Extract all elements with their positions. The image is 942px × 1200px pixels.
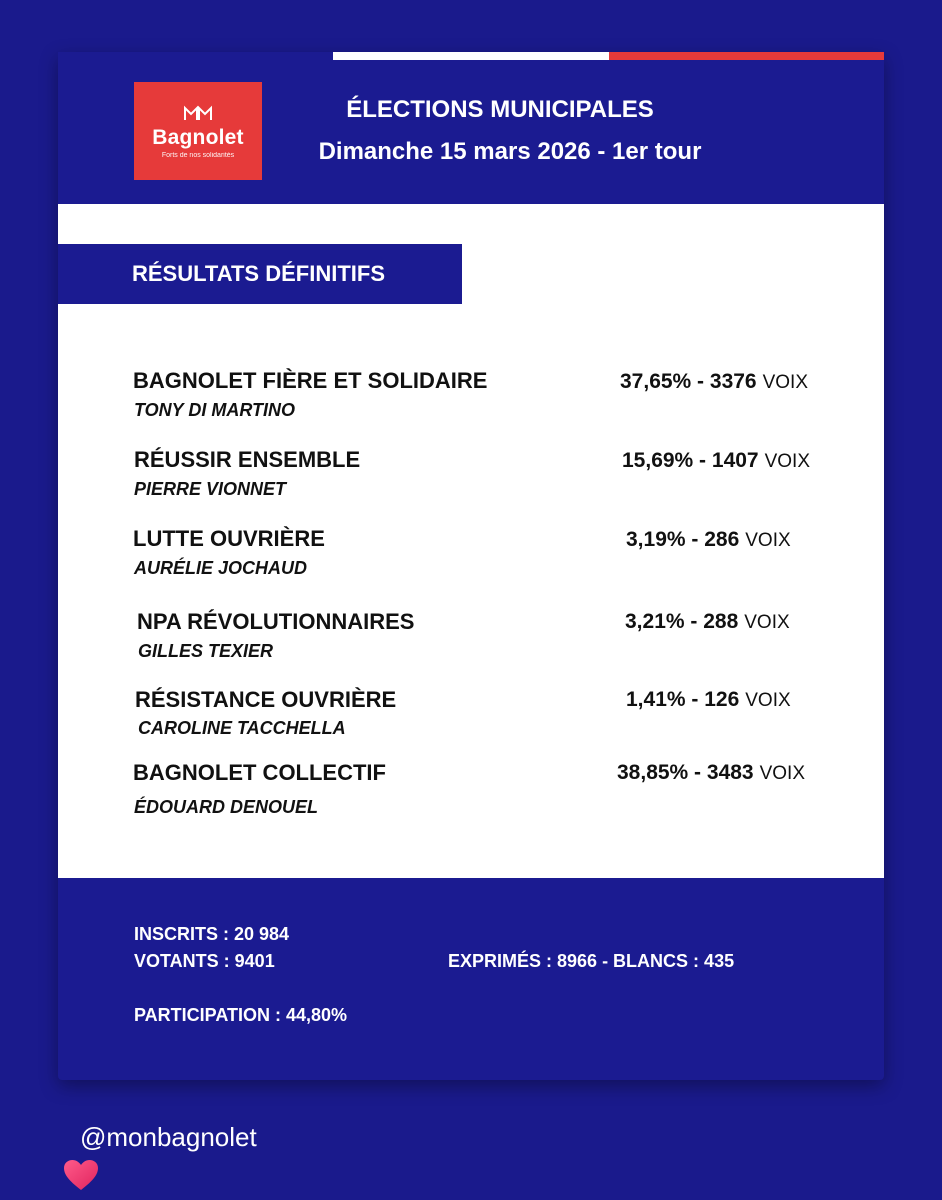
candidate-score: 1,41% - 126 VOIX [626,688,791,711]
candidate-score: 3,19% - 286 VOIX [626,528,791,551]
city-emblem-icon [183,104,213,122]
candidate-leader: AURÉLIE JOCHAUD [134,558,308,578]
candidate-list-name: BAGNOLET COLLECTIF [133,760,386,785]
heart-icon[interactable] [62,1158,100,1192]
candidate-list-name: BAGNOLET FIÈRE ET SOLIDAIRE [133,368,488,393]
logo-tagline: Forts de nos solidarités [161,151,235,159]
candidate-list-name: RÉUSSIR ENSEMBLE [134,447,361,472]
candidate-list-name: RÉSISTANCE OUVRIÈRE [135,687,397,712]
page-subtitle: Dimanche 15 mars 2026 - 1er tour [318,138,702,165]
stat-participation: PARTICIPATION : 44,80% [134,1005,348,1025]
candidate-leader: GILLES TEXIER [138,641,274,661]
tricolor-bar [58,52,884,60]
results-banner [58,244,462,304]
page-title: ÉLECTIONS MUNICIPALES [346,96,654,123]
logo-name: Bagnolet [152,125,244,149]
candidate-score: 38,85% - 3483 VOIX [617,761,806,784]
candidate-list-name: LUTTE OUVRIÈRE [133,526,325,551]
candidate-score: 37,65% - 3376 VOIX [620,370,809,393]
candidate-leader: ÉDOUARD DENOUEL [134,797,319,817]
banner-label: RÉSULTATS DÉFINITIFS [132,261,385,286]
candidate-list-name: NPA RÉVOLUTIONNAIRES [137,609,415,634]
candidate-leader: CAROLINE TACCHELLA [138,718,346,738]
stat-votants: VOTANTS : 9401 [134,951,275,971]
candidate-leader: PIERRE VIONNET [134,479,287,499]
candidate-score: 15,69% - 1407 VOIX [622,449,811,472]
stat-inscrits: INSCRITS : 20 984 [134,924,290,944]
candidate-score: 3,21% - 288 VOIX [625,610,790,633]
account-handle[interactable]: @monbagnolet [80,1122,257,1152]
stat-exprimes: EXPRIMÉS : 8966 - BLANCS : 435 [448,951,735,971]
bagnolet-logo [134,82,262,180]
candidate-leader: TONY DI MARTINO [134,400,296,420]
